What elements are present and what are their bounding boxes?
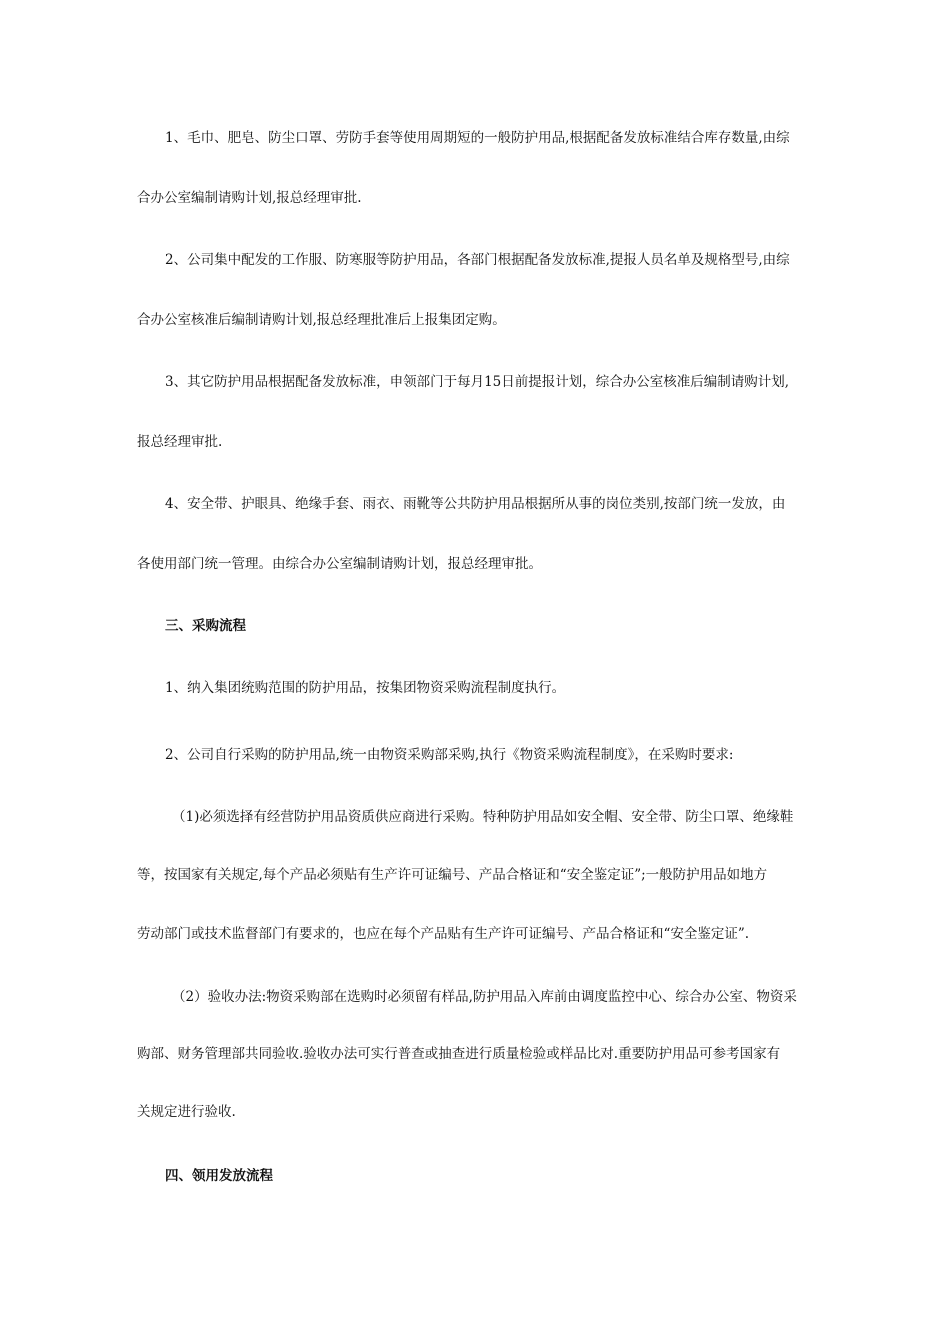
paragraph-1-line-2: 合办公室编制请购计划,报总经理审批. bbox=[137, 190, 362, 206]
requirement-1-line-3: 劳动部门或技术监督部门有要求的，也应在每个产品贴有生产许可证编号、产品合格证和“安全鉴定证”. bbox=[137, 926, 750, 942]
requirement-2-line-2: 购部、财务管理部共同验收.验收办法可实行普查或抽查进行质量检验或样品比对.重要防护用品可参考国家有 bbox=[137, 1046, 781, 1062]
paragraph-4-line-2: 各使用部门统一管理。由综合办公室编制请购计划，报总经理审批。 bbox=[137, 556, 542, 572]
requirement-1-line-2: 等，按国家有关规定,每个产品必须贴有生产许可证编号、产品合格证和“安全鉴定证”;一般防护用品如地方 bbox=[137, 867, 768, 883]
section-heading-procurement: 三、采购流程 bbox=[165, 618, 246, 634]
paragraph-2-line-2: 合办公室核准后编制请购计划,报总经理批准后上报集团定购。 bbox=[137, 312, 506, 328]
procurement-item-1: 1、纳入集团统购范围的防护用品，按集团物资采购流程制度执行。 bbox=[165, 680, 566, 696]
paragraph-4-line-1: 4、安全带、护眼具、绝缘手套、雨衣、雨靴等公共防护用品根据所从事的岗位类别,按部门统一发放，由 bbox=[165, 496, 786, 512]
paragraph-3-line-1: 3、其它防护用品根据配备发放标准，申领部门于每月15日前提报计划，综合办公室核准后编制请购计划, bbox=[165, 374, 790, 390]
requirement-2-line-1: （2）验收办法:物资采购部在选购时必须留有样品,防护用品入库前由调度监控中心、综合办公室、物资采 bbox=[172, 989, 797, 1005]
paragraph-2-line-1: 2、公司集中配发的工作服、防寒服等防护用品，各部门根据配备发放标准,提报人员名单及规格型号,由综 bbox=[165, 252, 790, 268]
requirement-2-line-3: 关规定进行验收. bbox=[137, 1104, 236, 1120]
requirement-1-line-1: （1)必须选择有经营防护用品资质供应商进行采购。特种防护用品如安全帽、安全带、防尘口罩、绝缘鞋 bbox=[172, 809, 794, 825]
paragraph-3-line-2: 报总经理审批. bbox=[137, 434, 223, 450]
section-heading-distribution: 四、领用发放流程 bbox=[165, 1168, 273, 1184]
procurement-item-2: 2、公司自行采购的防护用品,统一由物资采购部采购,执行《物资采购流程制度》，在采购时要求: bbox=[165, 747, 734, 763]
paragraph-1-line-1: 1、毛巾、肥皂、防尘口罩、劳防手套等使用周期短的一般防护用品,根据配备发放标准结合库存数量,由综 bbox=[165, 130, 790, 146]
